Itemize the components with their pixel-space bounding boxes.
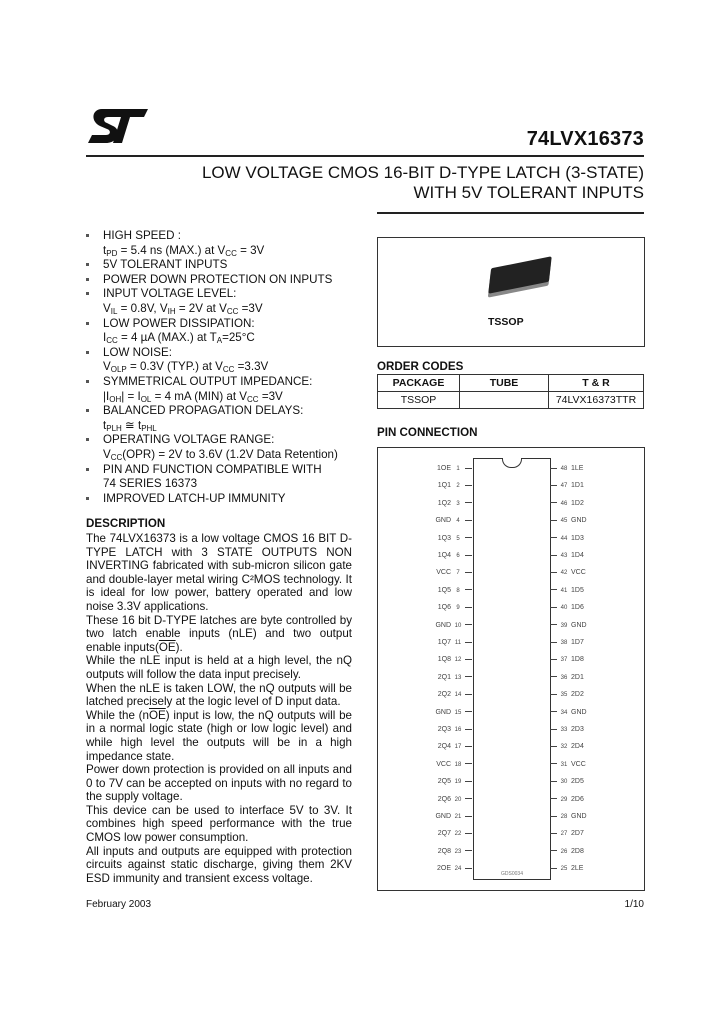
pin-right: 29 2D6 (550, 795, 584, 805)
pin-right: 30 2D5 (550, 777, 584, 787)
pin-right: 37 1D8 (550, 655, 584, 665)
pin-right: 35 2D2 (550, 690, 584, 700)
bullet-icon (86, 497, 89, 500)
pin-left: 2Q3 16 (438, 725, 472, 735)
feature-line: SYMMETRICAL OUTPUT IMPEDANCE: (103, 374, 313, 388)
pin-right: 36 2D1 (550, 673, 584, 683)
feature-item (86, 492, 366, 507)
pin-label: 1OE (436, 465, 451, 472)
pin-label: 1Q7 (437, 639, 451, 646)
pin-label: GND (571, 813, 587, 820)
pin-label: 2D1 (571, 673, 584, 681)
pin-right: 48 1LE (550, 464, 583, 474)
pin-label: 1Q1 (437, 482, 451, 490)
pin-left: 1Q4 6 (438, 551, 472, 561)
order-codes-table (377, 374, 644, 409)
pin-label: 1Q4 (437, 552, 451, 559)
pin-label: 2Q7 (437, 830, 451, 838)
pin-label: 2D5 (571, 778, 584, 786)
pin-label: 1D7 (571, 639, 584, 646)
pin-label: VCC (571, 569, 586, 577)
pin-left: GND 10 (435, 621, 472, 631)
pin-label: 1Q3 (437, 534, 451, 542)
feature-item (86, 317, 366, 346)
description-p8: All inputs and outputs are equipped with protection circuits against static discharge, giving them 2KV ESD immunity and transient excess voltage. (86, 844, 352, 885)
pin-label: 1LE (571, 465, 584, 472)
pin-label: GND (571, 517, 587, 525)
footer-date: February 2003 (86, 899, 152, 910)
feature-item (86, 404, 366, 433)
pin-right: 42 VCC (550, 568, 586, 578)
pin-right: 44 1D3 (550, 534, 584, 544)
pin-right: 32 2D4 (550, 742, 584, 752)
header-rule (86, 155, 644, 157)
bullet-icon (86, 263, 89, 266)
description-p4: When the nLE is taken LOW, the nQ outputs will be latched precisely at the logic level of D input data. (86, 681, 352, 709)
pin-connection-diagram (377, 447, 645, 891)
pin-label: GND (435, 813, 451, 820)
bullet-icon (86, 380, 89, 383)
order-codes-header-row (378, 375, 644, 392)
pin-left: 2Q6 20 (438, 795, 472, 805)
feature-line: 5V TOLERANT INPUTS (103, 258, 228, 272)
ic-notch (502, 458, 522, 468)
pin-label: 2Q5 (437, 778, 451, 786)
pin-label: VCC (436, 760, 451, 768)
feature-item (86, 273, 366, 288)
pin-left: 1Q3 5 (438, 534, 472, 544)
bullet-icon (86, 438, 89, 441)
cell-tube (460, 392, 549, 409)
feature-line: HIGH SPEED : (103, 229, 181, 242)
pin-label: VCC (436, 569, 451, 577)
pin-label: 1D6 (571, 604, 584, 612)
pin-label: 1Q5 (437, 586, 451, 594)
pin-left: 2OE 24 (437, 864, 472, 874)
feature-list (86, 229, 366, 506)
part-number: 74LVX16373 (526, 128, 644, 150)
pin-label: 2Q3 (437, 726, 451, 733)
pin-left: 2Q8 23 (438, 847, 472, 857)
feature-item (86, 433, 366, 462)
pin-label: 2D6 (571, 795, 584, 803)
title-line-2: WITH 5V TOLERANT INPUTS (413, 183, 644, 202)
title-line-1: LOW VOLTAGE CMOS 16-BIT D-TYPE LATCH (3-STATE) (201, 163, 644, 182)
pin-label: GND (571, 708, 587, 716)
feature-line: PIN AND FUNCTION COMPATIBLE WITH (103, 462, 322, 476)
feature-item (86, 346, 366, 375)
description-p1: The 74LVX16373 is a low voltage CMOS 16 BIT D-TYPE LATCH with 3 STATE OUTPUTS NON INVERTING fabricated with sub-micron silicon gate and double-layer metal wiring C²MOS technology. It is ideal for low power, battery operated and low noise 3.3V applications. (86, 532, 352, 613)
pin-label: 2D8 (571, 847, 584, 855)
bullet-icon (86, 292, 89, 295)
pin-right: 31 VCC (550, 760, 586, 770)
pin-left: GND 4 (435, 516, 472, 526)
pin-label: 2D3 (571, 726, 584, 733)
pin-right: 28 GND (550, 812, 587, 822)
bullet-icon (86, 351, 89, 354)
pin-left: 2Q1 13 (438, 673, 472, 683)
feature-detail: $t_{PLH}$ ≅ $t_{PHL}$ (103, 418, 157, 433)
cell-tr: 74LVX16373TTR (549, 392, 644, 409)
pin-label: 2Q2 (437, 691, 451, 699)
description-p5: While the $(n\overline{OE})$ input is low, the nQ outputs will be in a normal logic state (high or low logic level) and while high level the outputs will be in a high impedance state. (86, 708, 353, 763)
pin-label: GND (435, 621, 451, 629)
pin-label: GND (435, 517, 451, 525)
feature-line: LOW POWER DISSIPATION: (103, 316, 255, 330)
pin-label: 2Q6 (437, 795, 451, 803)
title-rule (377, 212, 644, 214)
pin-left: 1Q5 8 (438, 586, 472, 596)
pin-left: 1Q2 3 (438, 499, 472, 509)
pin-right: 34 GND (550, 708, 587, 718)
pin-left: 2Q5 19 (438, 777, 472, 787)
pin-label: 1D3 (571, 534, 584, 542)
pin-label: 2D7 (571, 830, 584, 838)
ic-body (473, 458, 551, 880)
pin-label: 1Q2 (437, 499, 451, 507)
pin-right: 40 1D6 (550, 603, 584, 613)
bullet-icon (86, 468, 89, 471)
feature-detail: $V_{OLP} = 0.3V$ (TYP.) at $V_{CC} =3.3V$ (103, 360, 269, 375)
pin-label: 2Q4 (437, 743, 451, 751)
col-tube: TUBE (460, 375, 549, 392)
pin-left: 2Q4 17 (438, 742, 472, 752)
feature-detail: $|I_{OH}| = I_{OL} = 4$ mA (MIN) at $V_{CC} =3V$ (103, 389, 283, 404)
footer-page: 1/10 (624, 899, 644, 910)
pin-right: 46 1D2 (550, 499, 584, 509)
description-heading: DESCRIPTION (86, 517, 166, 530)
feature-line: LOW NOISE: (103, 345, 172, 359)
pin-label: 1D8 (571, 656, 584, 664)
pin-right: 47 1D1 (550, 481, 584, 491)
bullet-icon (86, 322, 89, 325)
pin-right: 26 2D8 (550, 847, 584, 857)
pin-connection-heading: PIN CONNECTION (377, 426, 478, 439)
order-codes-row (378, 392, 644, 409)
pin-left: GND 21 (435, 812, 472, 822)
pin-label: 2OE (436, 865, 451, 873)
feature-detail: $V_{IL} = 0.8V$, $V_{IH} = 2V$ at $V_{CC} =3V$ (103, 301, 263, 316)
col-tr: T & R (549, 375, 644, 392)
pin-label: 2D4 (571, 743, 584, 751)
pin-left: 1Q1 2 (438, 481, 472, 491)
bullet-icon (86, 409, 89, 412)
pin-right: 25 2LE (550, 864, 583, 874)
pin-left: 1Q6 9 (438, 603, 472, 613)
pin-right: 45 GND (550, 516, 587, 526)
pin-left: 2Q2 14 (438, 690, 472, 700)
pin-label: 1Q6 (437, 604, 451, 612)
bullet-icon (86, 278, 89, 281)
feature-detail: $I_{CC} = 4$ µA (MAX.) at $T_A=25^\circ C$ (103, 331, 255, 346)
feature-line: POWER DOWN PROTECTION ON INPUTS (103, 272, 333, 286)
feature-detail: $V_{CC}(OPR) = 2V$ to 3.6V (1.2V Data Retention) (103, 447, 338, 462)
pin-left: 1Q8 12 (438, 655, 472, 665)
package-label: TSSOP (488, 316, 524, 328)
st-logo (86, 105, 156, 147)
feature-line: OPERATING VOLTAGE RANGE: (103, 433, 275, 447)
pin-label: 2D2 (571, 691, 584, 699)
description-p2: These 16 bit D-TYPE latches are byte controlled by two latch enable inputs (nLE) and two output enable $inputs(\overline{OE})$. (86, 613, 352, 654)
tssop-package-image (488, 256, 552, 293)
pin-left: VCC 7 (436, 568, 472, 578)
feature-line: IMPROVED LATCH-UP IMMUNITY (103, 491, 286, 505)
bullet-icon (86, 234, 89, 237)
feature-item (86, 258, 366, 273)
description-p7: This device can be used to interface 5V to 3V. It combines high speed performance with the true CMOS low power consumption. (86, 803, 352, 845)
feature-detail: 74 SERIES 16373 (103, 477, 198, 491)
cell-package: TSSOP (378, 392, 460, 409)
pin-label: 1D1 (571, 482, 584, 490)
pin-left: GND 15 (435, 708, 472, 718)
pin-label: VCC (571, 760, 586, 768)
pin-label: GND (435, 708, 451, 716)
pin-label: 2LE (571, 865, 584, 873)
pin-label: 1D2 (571, 499, 584, 507)
pin-label: GND (571, 621, 587, 629)
description-p6: Power down protection is provided on all inputs and 0 to 7V can be accepted on inputs with no regard to the supply voltage. (86, 763, 352, 804)
package-image-box (377, 237, 645, 347)
pin-right: 27 2D7 (550, 829, 584, 839)
pin-label: 2Q1 (437, 673, 451, 681)
pin-right: 33 2D3 (550, 725, 584, 735)
pin-label: 1D4 (571, 552, 584, 559)
pin-left: 1Q7 11 (438, 638, 472, 648)
pin-left: VCC 18 (436, 760, 472, 770)
feature-detail: $t_{PD} = 5.4$ ns (MAX.) at $V_{CC} = 3V$ (103, 243, 265, 258)
pin-label: 2Q8 (437, 847, 451, 855)
feature-item (86, 463, 366, 492)
chip-caption: GDS0034 (501, 871, 523, 877)
pin-left: 1OE 1 (437, 464, 472, 474)
feature-item (86, 229, 366, 258)
pin-label: 1D5 (571, 586, 584, 594)
description-p3: While the nLE input is held at a high level, the nQ outputs will follow the data input precisely. (86, 654, 352, 681)
order-codes-heading: ORDER CODES (377, 360, 464, 373)
pin-label: 1Q8 (437, 656, 451, 664)
feature-line: BALANCED PROPAGATION DELAYS: (103, 404, 304, 418)
pin-right: 43 1D4 (550, 551, 584, 561)
col-package: PACKAGE (378, 375, 460, 392)
pin-right: 39 GND (550, 621, 587, 631)
feature-line: INPUT VOLTAGE LEVEL: (103, 287, 237, 301)
feature-item (86, 287, 366, 316)
description-body (86, 532, 352, 885)
pin-right: 41 1D5 (550, 586, 584, 596)
pin-left: 2Q7 22 (438, 829, 472, 839)
pin-right: 38 1D7 (550, 638, 584, 648)
feature-item (86, 375, 366, 404)
